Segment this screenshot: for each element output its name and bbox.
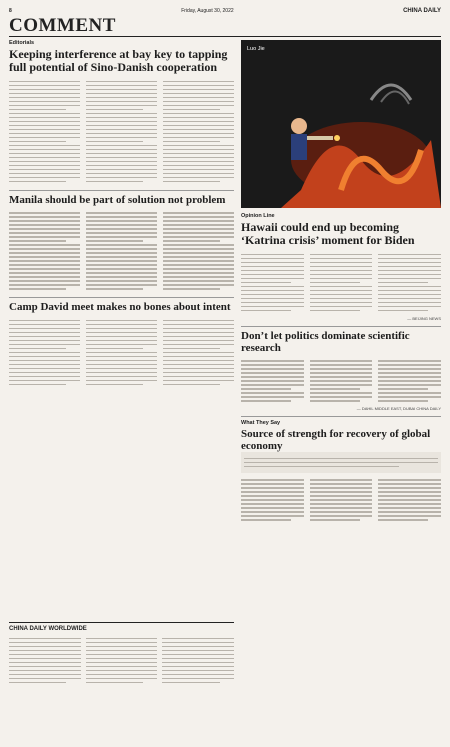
section-title: COMMENT xyxy=(9,15,116,36)
editorial-body-3 xyxy=(9,317,234,388)
issue-date: Friday, August 30, 2022 xyxy=(181,8,234,14)
page-number: 8 xyxy=(9,8,12,14)
what-they-say-label: What They Say xyxy=(241,420,281,426)
editorial-body-2 xyxy=(9,210,234,293)
editors-note xyxy=(241,452,441,473)
masthead xyxy=(9,15,441,37)
footer-title: CHINA DAILY WORLDWIDE xyxy=(9,626,87,632)
footer-box xyxy=(9,622,234,741)
brand: CHINA DAILY xyxy=(403,8,441,14)
editorial-headline-2[interactable]: Manila should be part of solution not problem xyxy=(9,193,226,206)
editorial-body-1 xyxy=(9,78,234,185)
opinion-headline-1[interactable]: Hawaii could end up becoming ‘Katrina crisis’ moment for Biden xyxy=(241,220,415,247)
editorial-headline-3[interactable]: Camp David meet makes no bones about intent xyxy=(9,301,231,313)
opinion-headline-2[interactable]: Don’t let politics dominate scientific research xyxy=(241,329,410,354)
cartoon-illustration-icon xyxy=(241,40,441,208)
right-column xyxy=(241,40,441,523)
footer-grid xyxy=(9,635,234,686)
opinion-body-3 xyxy=(241,477,441,524)
opinion-body-2 xyxy=(241,358,441,405)
opinion-body-1 xyxy=(241,251,441,314)
left-column xyxy=(9,40,234,388)
opinion-headline-3[interactable]: Source of strength for recovery of global economy xyxy=(241,428,431,452)
editorials-label: Editorials xyxy=(9,40,35,46)
cartoon-credit: Luo Jie xyxy=(247,46,265,52)
opinion-credit-1: — BEIJING NEWS xyxy=(407,315,441,321)
opinion-line-label: Opinion Line xyxy=(241,213,275,219)
editorial-headline-1[interactable]: Keeping interference at bay key to tapping full potential of Sino-Danish cooperation xyxy=(9,47,228,74)
editorial-cartoon xyxy=(241,40,441,208)
opinion-credit-2: — DAHIL MIDDLE EAST, DUBAI CHINA DAILY xyxy=(356,406,441,411)
